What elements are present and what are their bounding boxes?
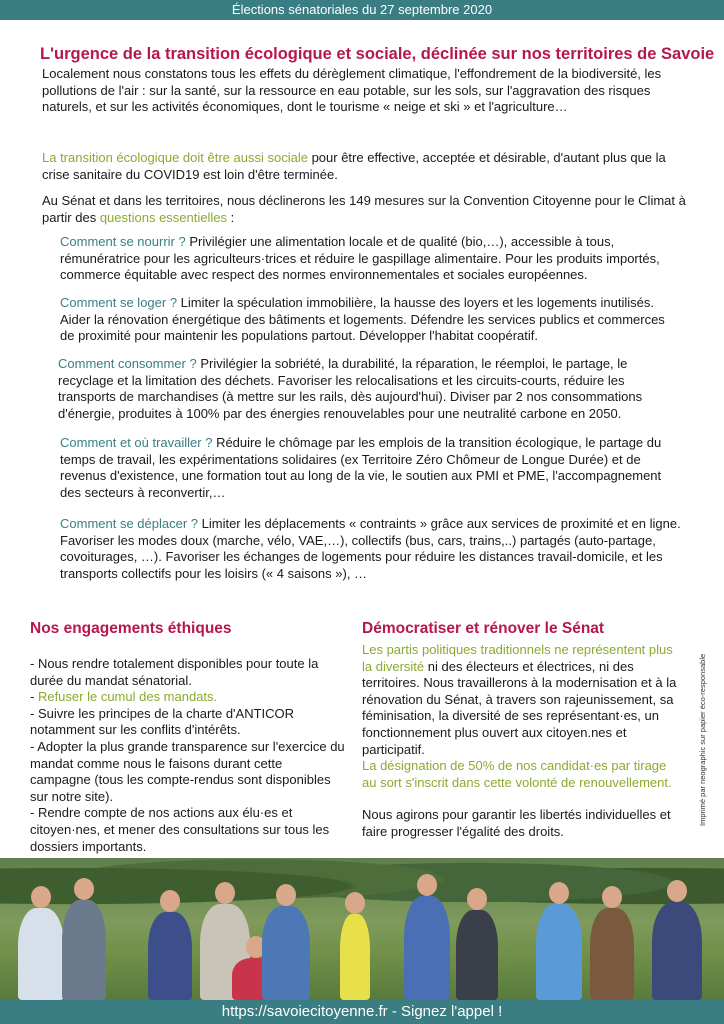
footer-banner xyxy=(0,1000,724,1024)
ethics-list xyxy=(30,656,346,855)
senate-text: Au Sénat et dans les territoires, nous déclinerons les 149 mesures sur la Convention Citoyenne pour le Climat à partir des xyxy=(42,193,686,225)
election-date-title: Élections sénatoriales du 27 septembre 2020 xyxy=(231,2,493,17)
democracy-paragraph: Les partis politiques traditionnels ne représentent plus la diversité ni des électeurs et électrices, ni des territoires. Nous travaillerons à la modernisation et à la rénovation du Sénat, à travers son rajeunissement, sa féminisation, la diversité de ses représentant·es, un fonctionnement plus ouvert aux citoyen.nes et participatif. xyxy=(362,642,677,757)
footer-link[interactable]: https://savoiecitoyenne.fr - Signez l'appel ! xyxy=(221,1003,503,1020)
question-label: Comment se déplacer ? xyxy=(60,516,199,531)
header-banner xyxy=(0,0,724,20)
question-label: Comment consommer ? xyxy=(58,356,197,371)
list-item: - Nous rendre totalement disponibles pour toute la durée du mandat sénatorial. xyxy=(30,656,319,688)
question-answer: Privilégier la sobriété, la durabilité, la réparation, le réemploi, le partage, le recyclage et la limitation des déchets. Favoriser les relocalisations et les circuits-courts, réduire les transports de marchandises (à mettre sur les rails, dès aujourd'hui). Diviser par 2 nos consommations d'énergie, produites à 100% par des énergies renouvelables pour une neutralité carbone en 2050. xyxy=(58,356,643,421)
question-answer: Privilégier une alimentation locale et de qualité (bio,…), accessible à tous, rémunératrice pour les agriculteurs·trices et réduire le gaspillage alimentaire. Pour les produits importés, commerce équitable avec respect des normes environnementales et sociales européennes. xyxy=(60,234,660,283)
question-label: Comment se loger ? xyxy=(60,295,178,310)
question-transport xyxy=(60,516,682,582)
ethics-title: Nos engagements éthiques xyxy=(30,620,232,637)
question-food xyxy=(60,234,680,284)
question-answer: Limiter la spéculation immobilière, la hausse des loyers et les logements inutilisés. Aider la rénovation énergétique des bâtiments et logements. Défendre les services publics et commerces de proximité pour maintenir les populations partout. Développer l'habitat coopératif. xyxy=(60,295,665,344)
list-item: - Adopter la plus grande transparence sur l'exercice du mandat comme nous le faisons durant cette campagne (tous les compte-rendus sont disponibles sur notre site). xyxy=(30,738,345,804)
question-answer: Réduire le chômage par les emplois de la transition écologique, le partage du temps de travail, les expérimentations solidaires (ex Territoire Zéro Chômeur de Longue Durée) et de revenus d'existence, une formation tout au long de la vie, le soutien aux PMI et PME, l'accompagnement des secteurs à reconvertir,… xyxy=(60,435,662,500)
democracy-paragraph: Nous agirons pour garantir les libertés individuelles et faire progresser l'égalité des droits. xyxy=(362,807,671,839)
question-answer: Limiter les déplacements « contraints » grâce aux services de proximité et en ligne. Favoriser les modes doux (marche, vélo, VAE,…), collectifs (bus, cars, trains,..) partagés (auto-partage, covoiturages, …). Favoriser les échanges de logements pour réduire les distances travail-domicile, et les transports collectifs pour les loisirs (« 4 saisons »), … xyxy=(60,516,681,581)
group-photo xyxy=(0,858,724,1000)
democracy-body xyxy=(362,642,682,841)
list-item: - Rendre compte de nos actions aux élu·es et citoyen·nes, et mener des consultations sur tous les dossiers importants. xyxy=(30,805,330,854)
page-title: L'urgence de la transition écologique et sociale, déclinée sur nos territoires de Savoie xyxy=(40,45,715,63)
democracy-title: Démocratiser et rénover le Sénat xyxy=(362,620,605,637)
question-work xyxy=(60,435,682,501)
senate-highlight: questions essentielles xyxy=(99,209,228,225)
intro-paragraph: Localement nous constatons tous les effets du dérèglement climatique, l'effondrement de la biodiversité, les pollutions de l'air : sur la santé, sur la ressource en eau potable, sur les sols, sur l'aggravation des risques naturels, et sur les activités économiques, dont le tourisme « neige et ski » et l'agriculture… xyxy=(42,66,662,115)
senate-paragraph xyxy=(42,193,692,226)
question-housing xyxy=(60,295,680,345)
social-text: pour être effective, acceptée et désirable, d'autant plus que la crise sanitaire du COVID19 est loin d'être terminée. xyxy=(42,150,666,182)
senate-end: : xyxy=(227,209,235,225)
social-highlight: La transition écologique doit être aussi sociale xyxy=(42,150,308,165)
social-paragraph xyxy=(42,150,682,183)
printer-note: Imprimé par neographic sur papier éco-responsable xyxy=(698,653,707,827)
question-consumption xyxy=(58,356,680,422)
list-item: - Refuser le cumul des mandats. xyxy=(30,689,218,705)
list-item: - Suivre les principes de la charte d'ANTICOR notamment sur les conflits d'intérêts. xyxy=(30,705,295,738)
question-label: Comment et où travailler ? xyxy=(60,435,213,450)
democracy-paragraph: La désignation de 50% de nos candidat·es par tirage au sort s'inscrit dans cette volonté de renouvellement. xyxy=(362,758,672,790)
question-label: Comment se nourrir ? xyxy=(60,234,186,249)
